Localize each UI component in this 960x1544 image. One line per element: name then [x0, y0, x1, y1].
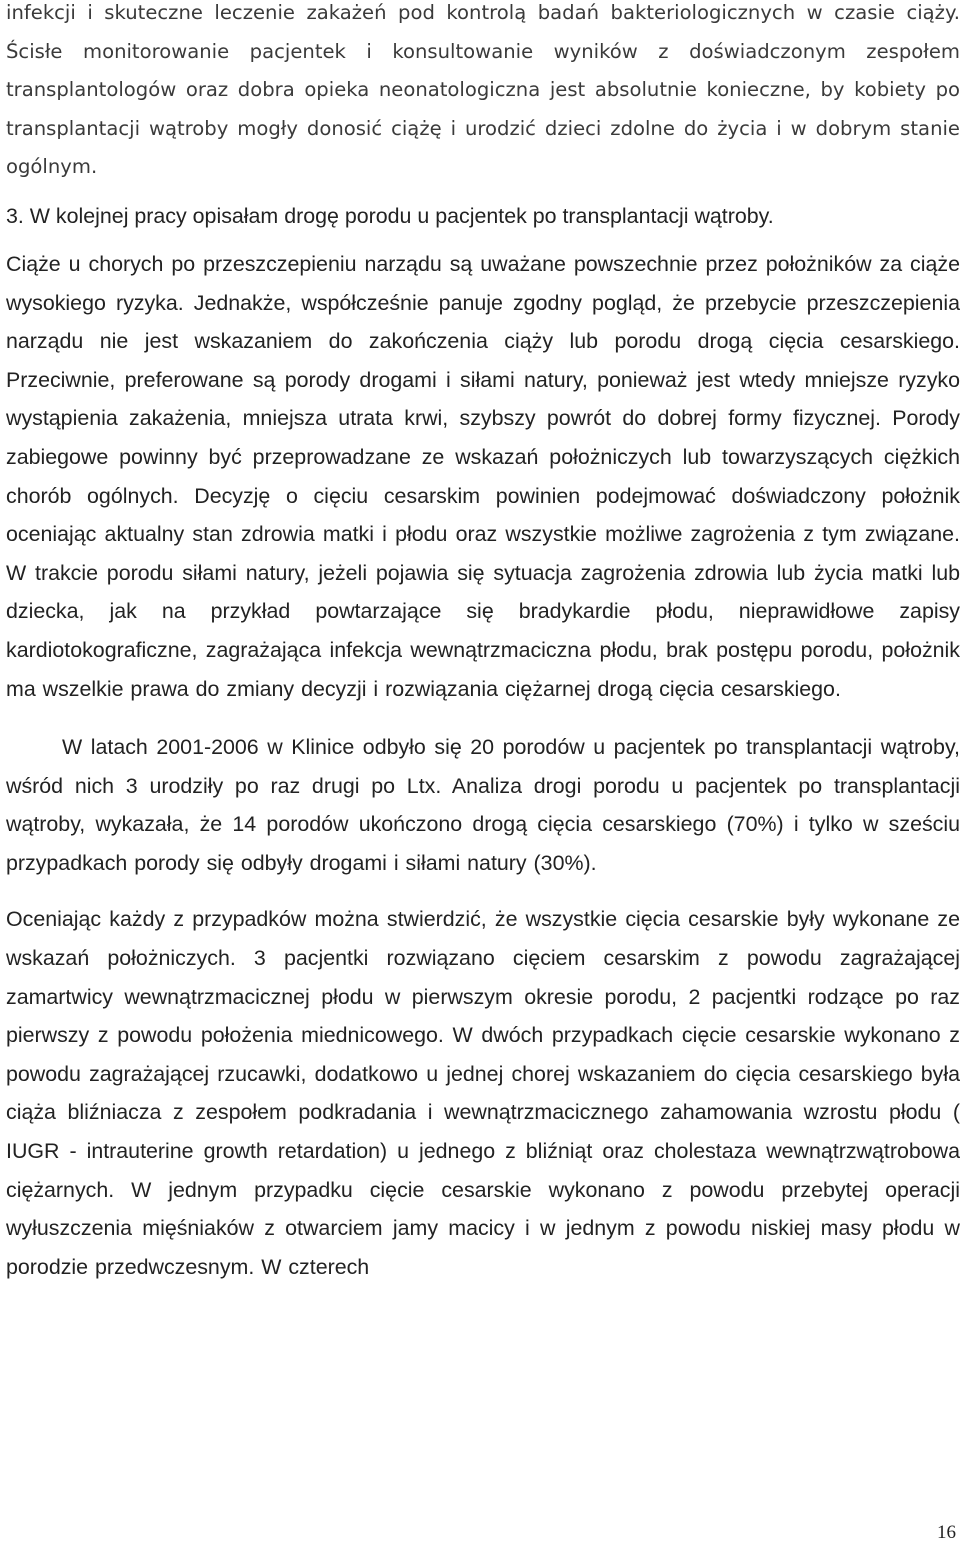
paragraph-statistics: W latach 2001-2006 w Klinice odbyło się 20 porodów u pacjentek po transplantacji wątroby, wśród nich 3 urodziły po raz drugi po Ltx. Analiza drogi porodu u pacjentek po transplantacji wątroby, wykazała, że 14 porodów ukończono drogą cięcia cesarskiego (70%) i tylko w sześciu przypadkach porody się odbyły drogami i siłami natury (30%). — [6, 735, 960, 875]
paragraph-top: infekcji i skuteczne leczenie zakażeń pod kontrolą badań bakteriologicznych w czasie ciąży. Ścisłe monitorowanie pacjentek i konsultowanie wyników z doświadczonym zespołem transplantologów oraz dobra opieka neonatologiczna jest absolutnie konieczne, by kobiety po transplantacji wątroby mogły donosić ciążę i urodzić dzieci zdolne do życia i w dobrym stanie ogólnym. — [6, 1, 960, 179]
page-number: 16 — [937, 1522, 956, 1543]
section-heading-3: 3. W kolejnej pracy opisałam drogę porodu u pacjentek po transplantacji wątroby. — [6, 203, 774, 228]
paragraph-case-analysis: Oceniając każdy z przypadków można stwierdzić, że wszystkie cięcia cesarskie były wykonane ze wskazań położniczych. 3 pacjentki rozwiązano cięciem cesarskim z powodu zagrażającej zamartwicy wewnątrzmacicznej płodu w pierwszym okresie porodu, 2 pacjentki rodzące po raz pierwszy z powodu położenia miednicowego. W dwóch przypadkach cięcie cesarskie wykonano z powodu zagrażającej rzucawki, dodatkowo u jednej chorej wskazaniem do cięcia cesarskiego była ciąża bliźniacza z zespołem podkradania i wewnątrzmacicznego zahamowania wzrostu płodu ( IUGR - intrauterine growth retardation) u jednego z bliźniąt oraz cholestaza wewnątrzwątrobowa ciężarnych. W jednym przypadku cięcie cesarskie wykonano z powodu przebytej operacji wyłuszczenia mięśniaków z otwarciem jamy macicy i w jednym z powodu niskiej masy płodu w porodzie przedwczesnym. W czterech — [6, 907, 960, 1279]
paragraph-childbirth-route: Ciąże u chorych po przeszczepieniu narządu są uważane powszechnie przez położników za ciąże wysokiego ryzyka. Jednakże, współcześnie panuje zgodny pogląd, że przebycie przeszczepienia narządu nie jest wskazaniem do zakończenia ciąży lub porodu drogą cięcia cesarskiego. Przeciwnie, preferowane są porody drogami i siłami natury, ponieważ jest wtedy mniejsze ryzyko wystąpienia zakażenia, mniejsza utrata krwi, szybszy powrót do dobrej formy fizycznej. Porody zabiegowe powinny być przeprowadzane ze wskazań położniczych lub towarzyszących ciężkich chorób ogólnych. Decyzję o cięciu cesarskim powinien podejmować doświadczony położnik oceniając aktualny stan zdrowia matki i płodu oraz wszystkie możliwe zagrożenia z tym związane. W trakcie porodu siłami natury, jeżeli pojawia się sytuacja zagrożenia zdrowia lub życia matki lub dziecka, jak na przykład powtarzające się bradykardie płodu, nieprawidłowe zapisy kardiotokograficzne, zagrażająca infekcja wewnątrzmaciczna płodu, brak postępu porodu, położnik ma wszelkie prawa do zmiany decyzji i rozwiązania ciężarnej drogą cięcia cesarskiego. — [6, 251, 960, 701]
document-page — [6, 0, 960, 1286]
